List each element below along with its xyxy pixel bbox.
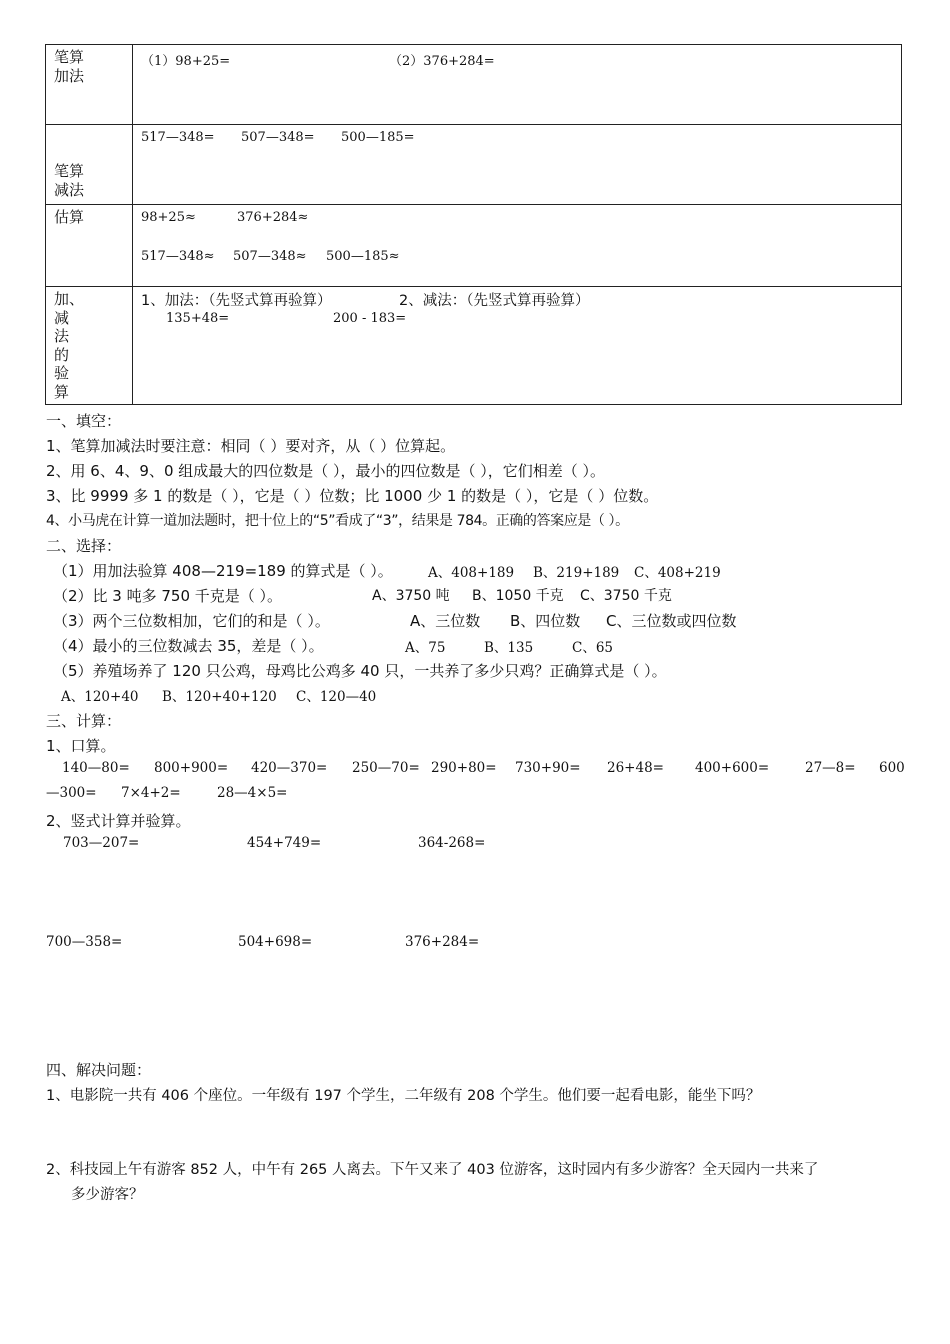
choice-q5-opt-c: C、120—40: [296, 689, 377, 705]
item-verify-add-label: 1、加法：（先竖式算再验算）: [141, 293, 332, 309]
oral-9: 27—8=: [805, 760, 856, 776]
choice-q2: （2）比 3 吨多 750 千克是（ ）。: [53, 587, 283, 605]
choice-q1: （1）用加法验算 408—219=189 的算式是（ ）。: [53, 562, 393, 580]
vertical-2: 454+749=: [247, 835, 322, 851]
item-add-1: （1）98+25=: [141, 54, 231, 69]
choice-q4-opt-b: B、135: [484, 640, 534, 656]
oral-6: 730+90=: [515, 760, 581, 776]
oral-10b: —300=: [46, 785, 97, 801]
choice-q5-opt-a: A、120+40: [61, 689, 139, 705]
label-written-subtraction: 笔算 减法: [46, 125, 133, 205]
row-verification: [46, 287, 902, 405]
oral-11: 7×4+2=: [121, 785, 181, 801]
vertical-1: 703—207=: [63, 835, 140, 851]
section2-title: 二、选择：: [46, 537, 122, 555]
choice-q3-opt-b: B、四位数: [510, 612, 581, 630]
item-verify-sub-label: 2、减法：（先竖式算再验算）: [399, 293, 590, 309]
vertical-3: 364-268=: [418, 835, 486, 851]
oral-4: 250—70=: [352, 760, 420, 776]
oral-5: 290+80=: [431, 760, 497, 776]
row-estimation: [46, 205, 902, 287]
vertical-6: 376+284=: [405, 934, 480, 950]
item-verify-add: 135+48=: [166, 311, 230, 326]
fill-item-2: 2、用 6、4、9、0 组成最大的四位数是（ ），最小的四位数是（ ），它们相差（ ）。: [46, 462, 606, 480]
choice-q4: （4）最小的三位数减去 35，差是（ ）。: [53, 637, 324, 655]
section4-title: 四、解决问题：: [46, 1061, 152, 1079]
row-written-addition: [46, 45, 902, 125]
choice-q3-opt-c: C、三位数或四位数: [606, 612, 737, 630]
choice-q2-opt-a: A、3750 吨: [372, 588, 450, 604]
fill-item-1: 1、笔算加减法时要注意：相同（ ）要对齐，从（ ）位算起。: [46, 437, 456, 455]
oral-1: 140—80=: [62, 760, 130, 776]
vertical-5: 504+698=: [238, 934, 313, 950]
item-est-3: 517—348≈: [141, 249, 215, 264]
choice-q1-opt-b: B、219+189: [533, 565, 620, 581]
item-sub-2: 507—348=: [241, 130, 315, 145]
row-written-subtraction: [46, 125, 902, 205]
review-table: [45, 44, 902, 405]
choice-q4-opt-c: C、65: [572, 640, 614, 656]
oral-10a: 600: [879, 760, 905, 776]
item-sub-3: 500—185=: [341, 130, 415, 145]
vertical-calc-title: 2、竖式计算并验算。: [46, 812, 191, 830]
problem-2-line1: 2、科技园上午有游客 852 人，中午有 265 人离去。下午又来了 403 位游客，这时园内有多少游客？全天园内一共来了: [46, 1162, 819, 1178]
choice-q3-opt-a: A、三位数: [410, 612, 481, 630]
problem-1: 1、电影院一共有 406 个座位。一年级有 197 个学生，二年级有 208 个学生。他们要一起看电影，能坐下吗？: [46, 1088, 761, 1104]
fill-item-4: 4、小马虎在计算一道加法题时，把十位上的“5”看成了“3”，结果是 784。正确的答案应是（ ）。: [46, 513, 629, 529]
choice-q5-opt-b: B、120+40+120: [162, 689, 277, 705]
item-sub-1: 517—348=: [141, 130, 215, 145]
choice-q2-opt-b: B、1050 千克: [472, 588, 564, 604]
item-est-2: 376+284≈: [237, 210, 309, 225]
label-verification: 加、 减 法 的 验 算: [46, 287, 133, 405]
vertical-4: 700—358=: [46, 934, 123, 950]
choice-q2-opt-c: C、3750 千克: [580, 588, 672, 604]
fill-item-3: 3、比 9999 多 1 的数是（ ），它是（ ）位数；比 1000 少 1 的数是（ ），它是（ ）位数。: [46, 487, 659, 505]
oral-8: 400+600=: [695, 760, 770, 776]
oral-2: 800+900=: [154, 760, 229, 776]
item-est-1: 98+25≈: [141, 210, 196, 225]
choice-q1-opt-a: A、408+189: [428, 565, 515, 581]
item-add-2: （2）376+284=: [389, 54, 495, 69]
item-est-5: 500—185≈: [326, 249, 400, 264]
oral-calc-title: 1、口算。: [46, 737, 116, 755]
section1-title: 一、填空：: [46, 412, 122, 430]
label-estimation: 估算: [46, 205, 133, 287]
label-written-addition: 笔算 加法: [46, 45, 133, 125]
choice-q5: （5）养殖场养了 120 只公鸡，母鸡比公鸡多 40 只，一共养了多少只鸡？正确算式是（ ）。: [53, 662, 667, 680]
oral-7: 26+48=: [607, 760, 664, 776]
choice-q3: （3）两个三位数相加，它们的和是（ ）。: [53, 612, 330, 630]
oral-3: 420—370=: [251, 760, 328, 776]
problem-2-line2: 多少游客？: [71, 1187, 144, 1203]
section3-title: 三、计算：: [46, 712, 122, 730]
oral-12: 28—4×5=: [217, 785, 288, 801]
choice-q1-opt-c: C、408+219: [634, 565, 721, 581]
item-est-4: 507—348≈: [233, 249, 307, 264]
choice-q4-opt-a: A、75: [405, 640, 446, 656]
item-verify-sub: 200 - 183=: [333, 311, 407, 326]
